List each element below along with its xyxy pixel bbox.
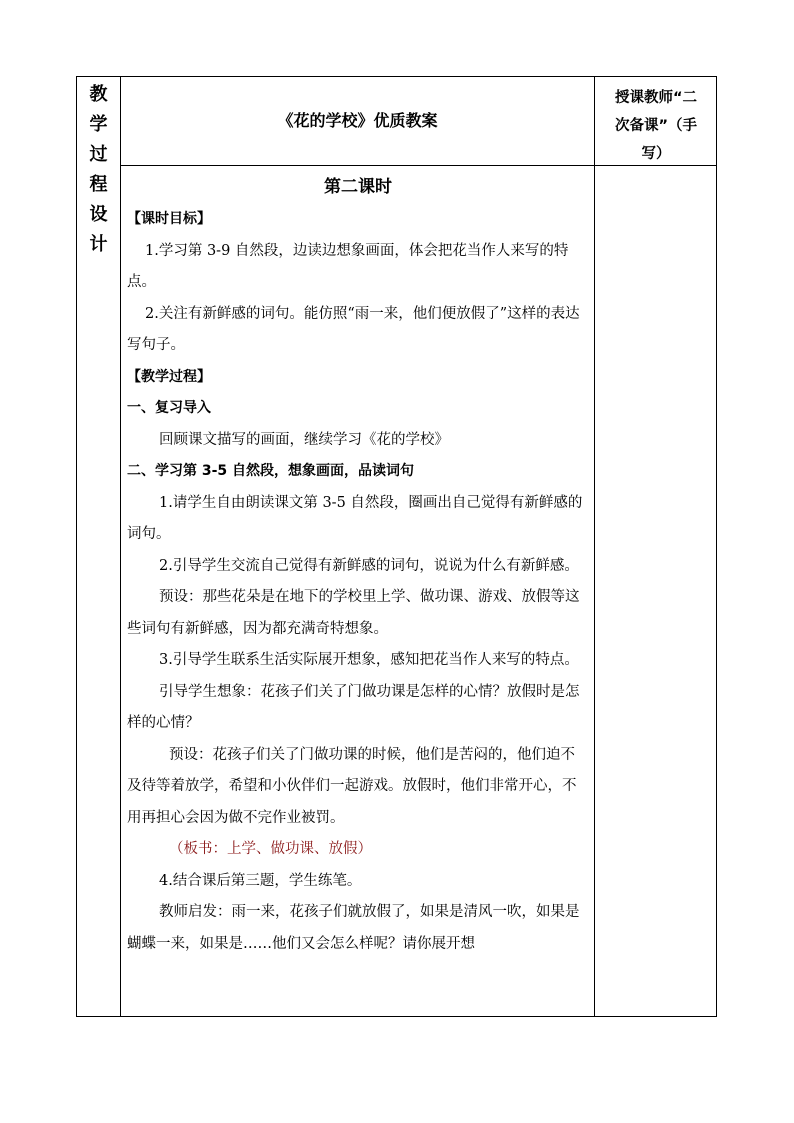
- preset-text: 预设：那些花朵是在地下的学校里上学、做功课、游戏、放假等这些词句有新鲜感，因为都充满奇特想象。: [127, 589, 580, 637]
- step-item: 2.引导学生交流自己觉得有新鲜感的词句，说说为什么有新鲜感。: [159, 557, 579, 574]
- column-divider: [120, 76, 121, 1017]
- section-heading: 一、复习导入: [127, 400, 211, 416]
- side-label: [77, 80, 120, 260]
- lesson-title: 第二课时: [324, 177, 392, 197]
- side-label-char: 学: [89, 114, 108, 135]
- side-label-char: 设: [89, 204, 108, 225]
- step-item: 4.结合课后第三题，学生练笔。: [159, 872, 362, 889]
- guide-text: 引导学生想象：花孩子们关了门做功课是怎样的心情？放假时是怎样的心情？: [127, 683, 580, 731]
- lesson-content: [127, 172, 589, 960]
- objective-item: 1.学习第 3-9 自然段，边读边想象画面，体会把花当作人来写的特点。: [127, 242, 569, 290]
- side-label-char: 程: [89, 174, 108, 195]
- side-label-char: 计: [89, 234, 108, 255]
- side-label-char: 教: [89, 84, 108, 105]
- teacher-prompt: 教师启发：雨一来，花孩子们就放假了，如果是清风一吹，如果是蝴蝶一来，如果是……他们又会怎么样呢？请你展开想: [127, 904, 580, 952]
- section-heading: 二、学习第 3-5 自然段，想象画面，品读词句: [127, 463, 415, 479]
- column-divider: [594, 76, 595, 1017]
- teacher-notes-header: [600, 84, 712, 168]
- board-note: （板书：上学、做功课、放假）: [169, 841, 372, 857]
- step-item: 3.引导学生联系生活实际展开想象，感知把花当作人来写的特点。: [159, 652, 579, 668]
- section-text: 回顾课文描写的画面，继续学习《花的学校》: [159, 431, 449, 448]
- process-heading: 【教学过程】: [127, 368, 211, 385]
- preset-text: 预设：花孩子们关了门做功课的时候，他们是苦闷的，他们迫不及待等着放学，希望和小伙伴们一起游戏。放假时，他们非常开心，不用再担心会因为做不完作业被罚。: [127, 746, 577, 826]
- teacher-notes-header-line: 写）: [641, 146, 671, 162]
- row-divider: [120, 165, 594, 166]
- teacher-notes-header-line: 次备课”（手: [614, 118, 698, 134]
- step-item: 1.请学生自由朗读课文第 3-5 自然段，圈画出自己觉得有新鲜感的词句。: [127, 494, 583, 542]
- teacher-notes-header-line: 授课教师“二: [614, 90, 698, 106]
- objective-item: 2.关注有新鲜感的词句。能仿照“雨一来，他们便放假了”这样的表达写句子。: [127, 305, 580, 353]
- objectives-heading: 【课时目标】: [127, 211, 211, 227]
- document-title: 《花的学校》优质教案: [277, 111, 438, 130]
- side-label-char: 过: [89, 144, 108, 165]
